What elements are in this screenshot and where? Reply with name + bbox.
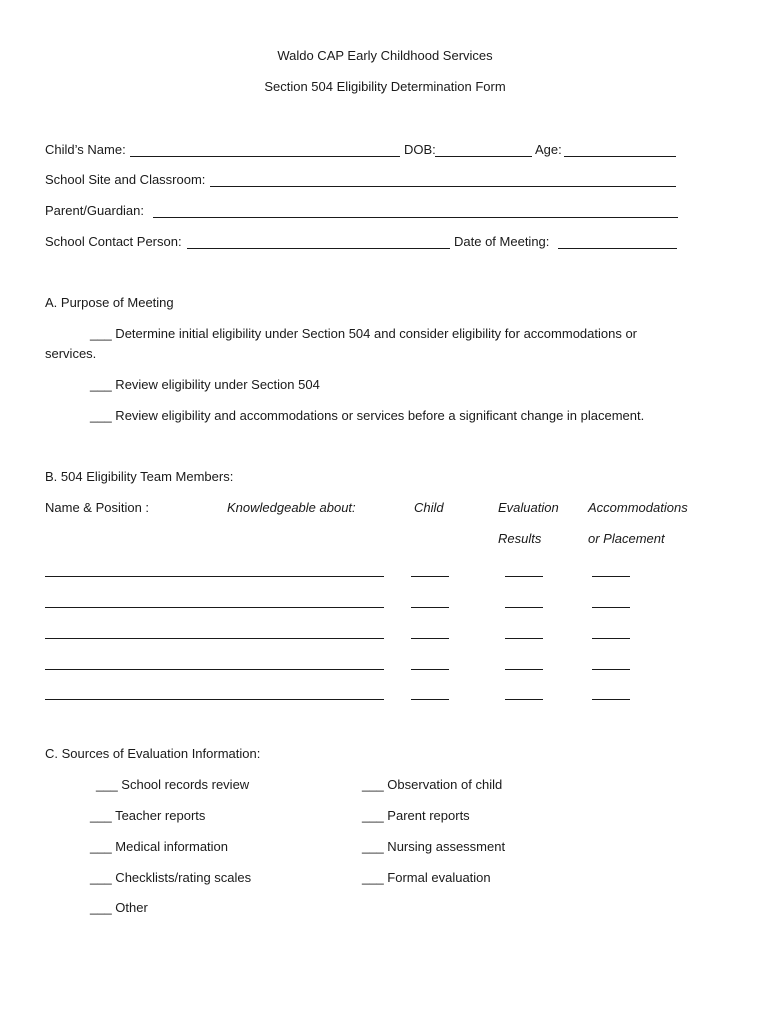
child-check-line[interactable]	[411, 669, 449, 670]
child-name-label: Child’s Name:	[45, 142, 126, 157]
dob-label: DOB:	[404, 142, 436, 157]
purpose-option-initial[interactable]: ___ Determine initial eligibility under Section 504 and consider eligibility for accommodations or	[90, 326, 638, 341]
accommodations-check-line[interactable]	[592, 699, 630, 700]
age-field[interactable]	[564, 156, 676, 157]
evaluation-check-line[interactable]	[505, 638, 543, 639]
purpose-option-review[interactable]: ___ Review eligibility under Section 504	[90, 377, 320, 392]
section-b-heading: B. 504 Eligibility Team Members:	[45, 469, 234, 484]
source-school-records[interactable]: ___ School records review	[96, 777, 250, 792]
accommodations-check-line[interactable]	[592, 576, 630, 577]
age-label: Age:	[535, 142, 562, 157]
school-contact-label: School Contact Person:	[45, 234, 182, 249]
school-site-field[interactable]	[210, 186, 676, 187]
evaluation-check-line[interactable]	[505, 669, 543, 670]
child-check-line[interactable]	[411, 576, 449, 577]
accommodations-check-line[interactable]	[592, 669, 630, 670]
name-position-line[interactable]	[45, 607, 384, 608]
col-evaluation: Evaluation	[498, 500, 559, 515]
name-position-line[interactable]	[45, 576, 384, 577]
parent-guardian-label: Parent/Guardian:	[45, 203, 145, 218]
school-site-label: School Site and Classroom:	[45, 172, 206, 187]
accommodations-check-line[interactable]	[592, 638, 630, 639]
date-of-meeting-label: Date of Meeting:	[454, 234, 550, 249]
source-nursing[interactable]: ___ Nursing assessment	[362, 839, 506, 854]
purpose-option-initial-cont: services.	[45, 346, 97, 361]
child-check-line[interactable]	[411, 638, 449, 639]
evaluation-check-line[interactable]	[505, 699, 543, 700]
child-check-line[interactable]	[411, 699, 449, 700]
org-name: Waldo CAP Early Childhood Services	[277, 48, 493, 63]
dob-field[interactable]	[435, 156, 532, 157]
date-of-meeting-field[interactable]	[558, 248, 677, 249]
name-position-line[interactable]	[45, 638, 384, 639]
evaluation-check-line[interactable]	[505, 607, 543, 608]
col-knowledgeable: Knowledgeable about:	[227, 500, 356, 515]
col-placement: or Placement	[588, 531, 665, 546]
accommodations-check-line[interactable]	[592, 607, 630, 608]
source-formal-eval[interactable]: ___ Formal evaluation	[362, 870, 491, 885]
purpose-option-change[interactable]: ___ Review eligibility and accommodations or services before a significant change in placement.	[90, 408, 645, 423]
col-name-position: Name & Position :	[45, 500, 150, 515]
school-contact-field[interactable]	[187, 248, 450, 249]
parent-guardian-field[interactable]	[153, 217, 678, 218]
col-evaluation-results: Results	[498, 531, 542, 546]
child-check-line[interactable]	[411, 607, 449, 608]
name-position-line[interactable]	[45, 699, 384, 700]
col-child: Child	[414, 500, 444, 515]
source-medical-info[interactable]: ___ Medical information	[90, 839, 229, 854]
source-other[interactable]: ___ Other	[90, 900, 148, 915]
source-checklists[interactable]: ___ Checklists/rating scales	[90, 870, 252, 885]
col-accommodations: Accommodations	[588, 500, 688, 515]
child-name-field[interactable]	[130, 156, 400, 157]
evaluation-check-line[interactable]	[505, 576, 543, 577]
name-position-line[interactable]	[45, 669, 384, 670]
section-c-heading: C. Sources of Evaluation Information:	[45, 746, 261, 761]
source-parent-reports[interactable]: ___ Parent reports	[362, 808, 470, 823]
source-teacher-reports[interactable]: ___ Teacher reports	[90, 808, 206, 823]
section-a-heading: A. Purpose of Meeting	[45, 295, 174, 310]
source-observation[interactable]: ___ Observation of child	[362, 777, 503, 792]
form-title: Section 504 Eligibility Determination Form	[264, 79, 506, 94]
